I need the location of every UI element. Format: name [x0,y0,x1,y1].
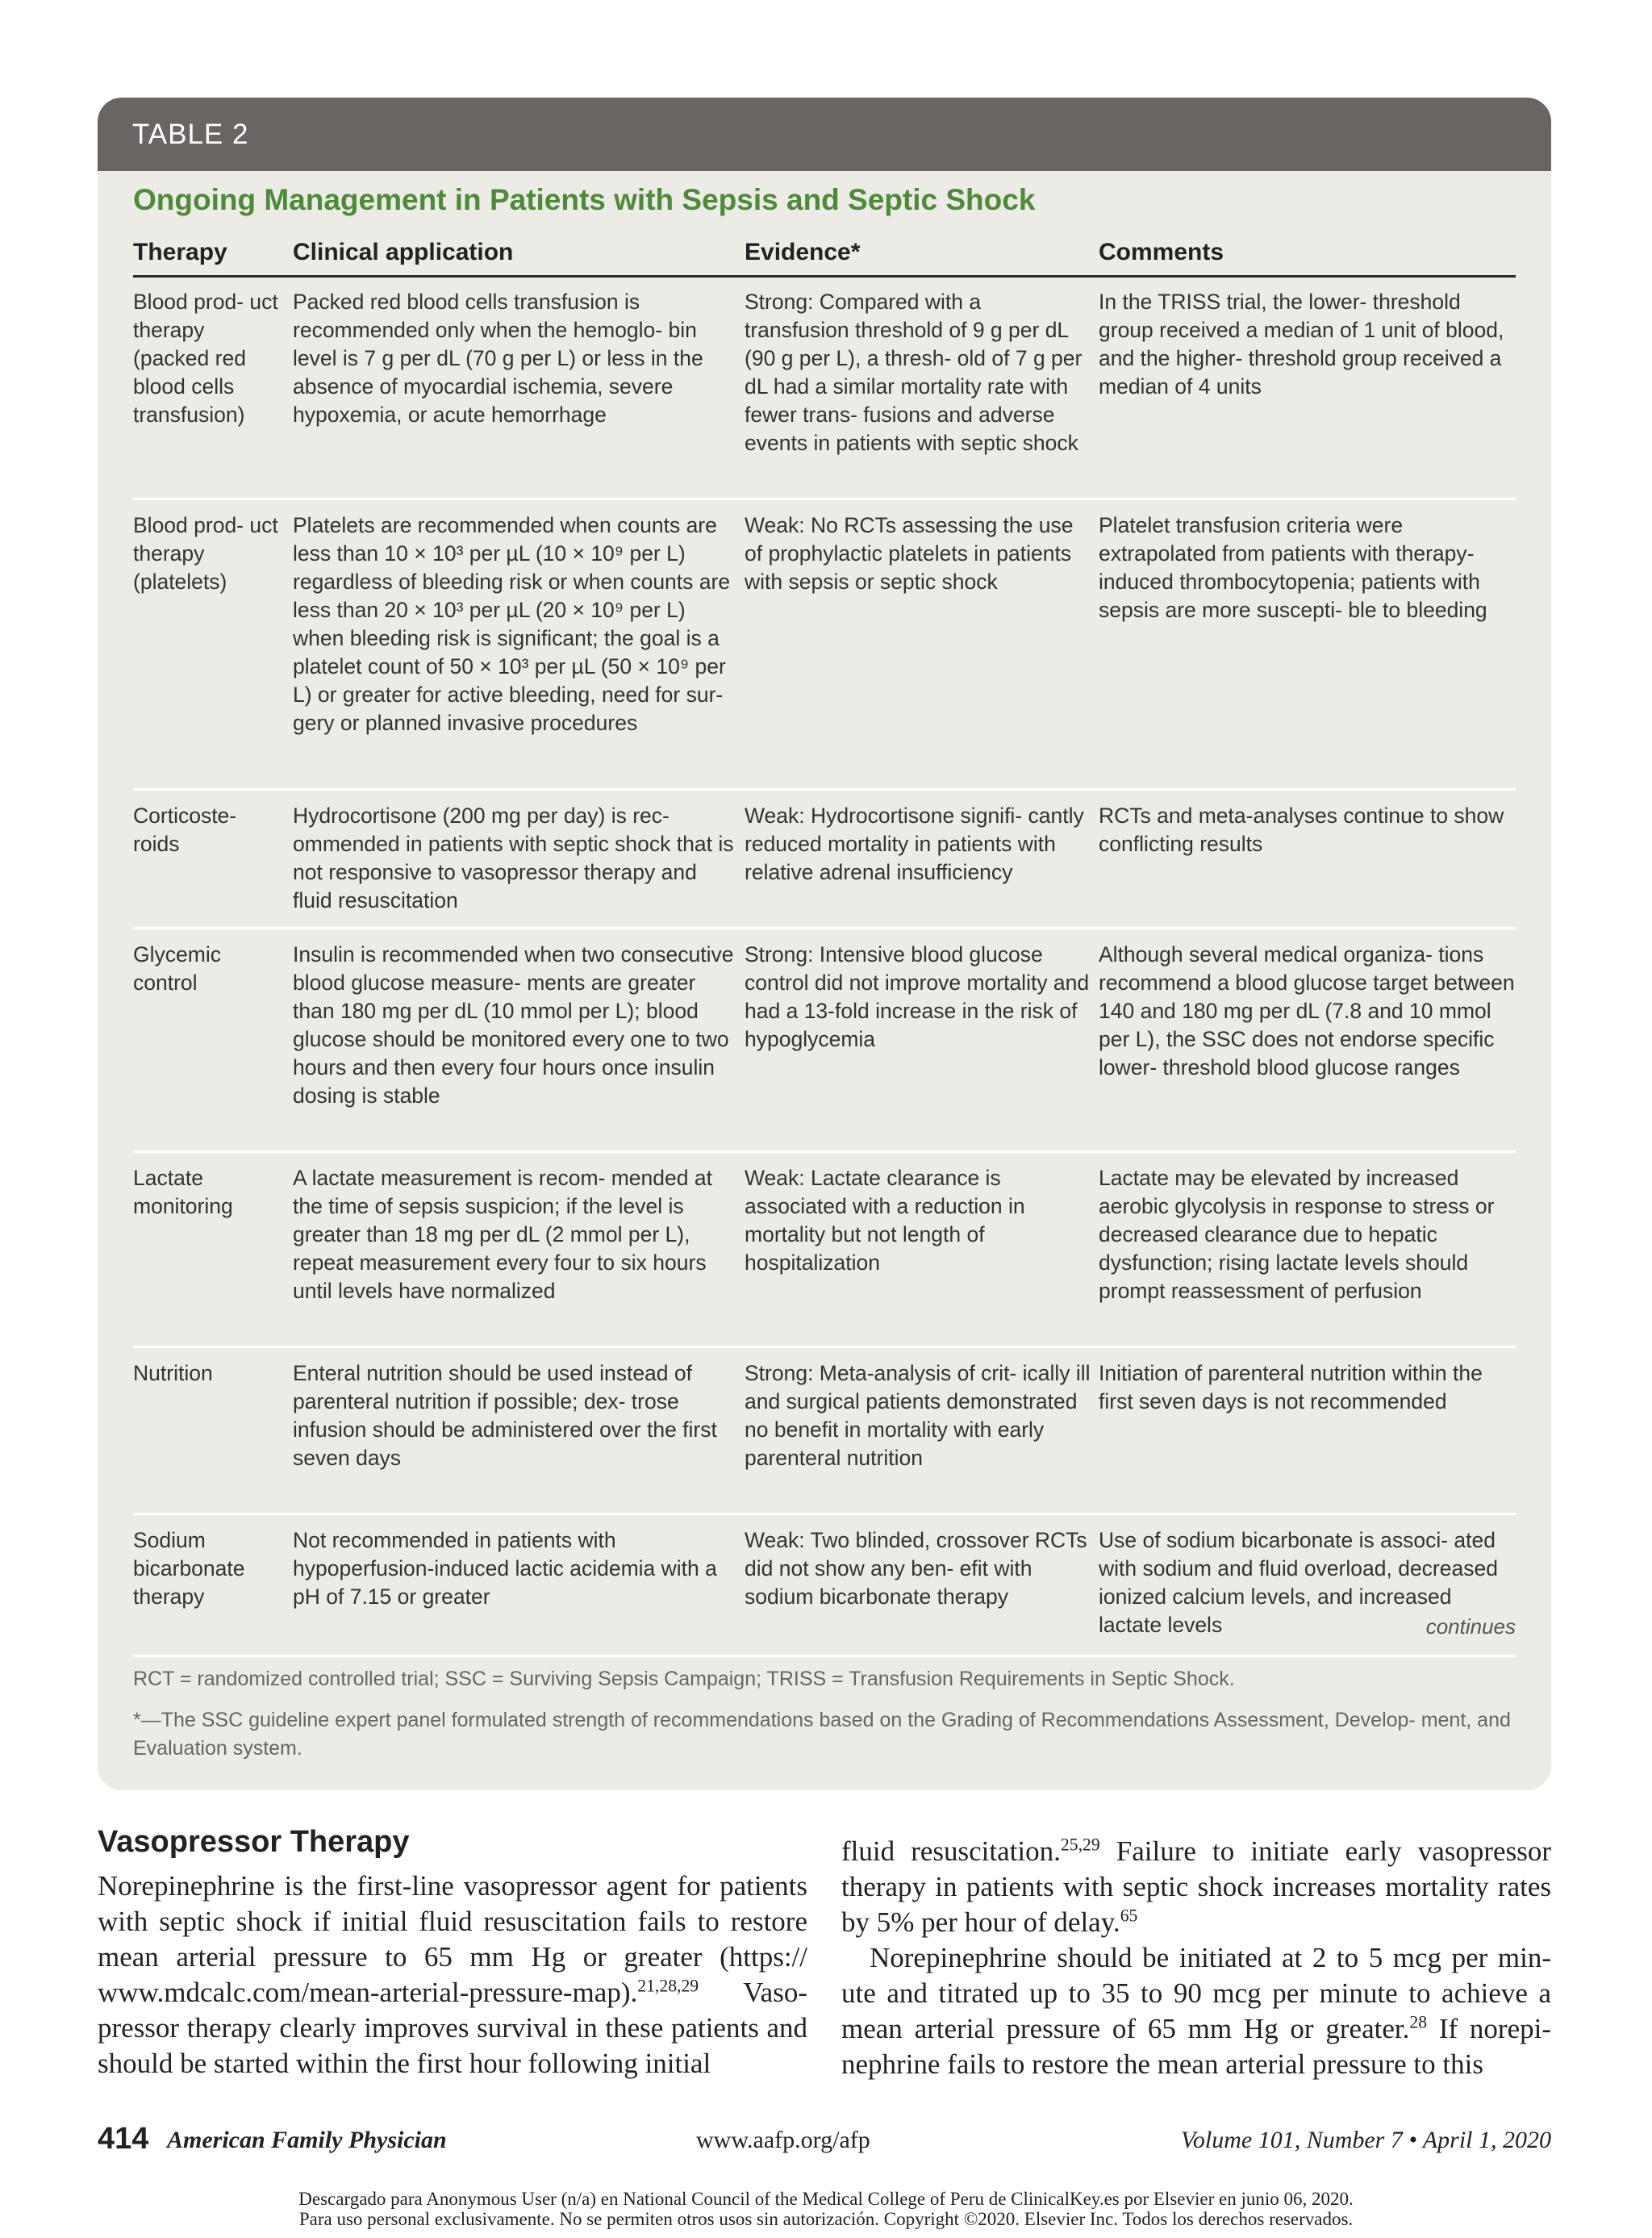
col-header-therapy: Therapy [133,239,227,265]
text-run: Vaso- pressor therapy clearly improves survival in these patients and should be started within the first hour following initial [98,1977,807,2079]
page-number: 414 [98,2122,149,2156]
cell-comments: Use of sodium bicarbonate is associ- ated with sodium and fluid overload, decreased ionized calcium levels, and increased lactate levels [1099,1528,1498,1637]
cell-therapy: Corticoste- roids [133,804,237,856]
text-run: Norepinephrine should be initiated at 2 to 5 mcg per min- ute and titrated up to 35 to 90 mcg per minute to achieve a mean arterial pressure of 65 mm Hg or greater. [841,1942,1551,2044]
article-left-column [98,1868,807,2081]
cell-comments: In the TRISS trial, the lower- threshold group received a median of 1 unit of blood, and the higher- threshold group received a median of 4 units [1099,290,1504,399]
download-disclaimer [0,2189,1652,2229]
paragraph [841,1940,1551,2082]
table-row [133,1164,1516,1348]
cell-therapy: Nutrition [133,1361,213,1385]
col-header-evidence: Evidence* [745,239,861,265]
cell-comments: Platelet transfusion criteria were extrapolated from patients with therapy-induced thrombocytopenia; patients with sepsis are more suscepti- ble to bleeding [1099,513,1487,622]
cell-comments: RCTs and meta-analyses continue to show conflicting results [1099,804,1504,856]
cell-evidence: Weak: Lactate clearance is associated with a reduction in mortality but not length of hospitalization [745,1166,1025,1275]
cell-therapy: Blood prod- uct therapy (platelets) [133,513,278,594]
table-label: TABLE 2 [98,98,1551,171]
cell-comments: Lactate may be elevated by increased aerobic glycolysis in response to stress or decreased clearance due to hepatic dysfunction; rising lactate levels should prompt reassessment of perfusion [1099,1166,1495,1303]
table-row [133,288,1516,500]
cell-evidence: Weak: Two blinded, crossover RCTs did not show any ben- efit with sodium bicarbonate therapy [745,1528,1087,1609]
article-right-column [841,1834,1551,2082]
text-run: Failure to initiate early vasopressor therapy in patients with septic shock increases mortality rates by 5% per hour of delay. [841,1835,1551,1938]
footnote-abbreviations: RCT = randomized controlled trial; SSC = Surviving Sepsis Campaign; TRISS = Transfusion Requirements in Septic Shock. [133,1668,1235,1690]
journal-url[interactable]: www.aafp.org/afp [696,2127,870,2153]
table-row [133,511,1516,791]
table-body [133,288,1516,1647]
cell-application: Platelets are recommended when counts are less than 10 × 10³ per µL (10 × 10⁹ per L) regardless of bleeding risk or when counts are less than 20 × 10³ per µL (20 × 10⁹ per L) when bleeding risk is significant; the goal is a platelet count of 50 × 10³ per µL (50 × 10⁹ per L) or greater for active bleeding, need for sur- gery or planned invasive procedures [293,513,731,735]
text-run: If norepi- nephrine fails to restore the mean arterial pressure to this [841,2013,1551,2080]
table-header-row [133,235,1516,278]
cell-therapy: Blood prod- uct therapy (packed red blood cells transfusion) [133,290,278,427]
footnote-divider [133,1655,1516,1657]
journal-name: American Family Physician [167,2127,447,2153]
cell-evidence: Strong: Meta-analysis of crit- ically ill and surgical patients demonstrated no benefit in mortality with early parenteral nutrition [745,1361,1091,1470]
citation-ref: 65 [1120,1906,1138,1926]
section-heading: Vasopressor Therapy [98,1825,410,1859]
table-title: Ongoing Management in Patients with Sepsis and Septic Shock [133,183,1036,216]
citation-ref: 25,29 [1060,1835,1100,1855]
cell-comments: Initiation of parenteral nutrition within the first seven days is not recommended [1099,1361,1483,1413]
paragraph [98,1868,807,2081]
text-run: Norepinephrine is the first-line vasopressor agent for patients with septic shock if initial fluid resuscitation fails to restore mean arterial pressure to 65 mm Hg or greater (https:// www.mdcalc.com/mean-arterial-pressure-map). [98,1870,807,2008]
cell-comments: Although several medical organiza- tions recommend a blood glucose target between 140 and 180 mg per dL (7.8 and 10 mmol per L), the SSC does not endorse specific lower- threshold blood glucose ranges [1099,942,1515,1079]
table-row [133,802,1516,929]
col-header-comments: Comments [1099,239,1224,265]
table-box [98,98,1551,1790]
cell-therapy: Sodium bicarbonate therapy [133,1528,245,1609]
table-row [133,1359,1516,1515]
continues-label: continues [1425,1614,1516,1639]
cell-evidence: Strong: Intensive blood glucose control did not improve mortality and had a 13-fold increase in the risk of hypoglycemia [745,942,1090,1051]
volume-info: Volume 101, Number 7 • April 1, 2020 [1180,2127,1551,2153]
cell-evidence: Weak: Hydrocortisone signifi- cantly reduced mortality in patients with relative adrenal insufficiency [745,804,1084,884]
citation-ref: 21,28,29 [637,1976,699,1996]
table-row [133,1526,1516,1647]
cell-evidence: Weak: No RCTs assessing the use of prophylactic platelets in patients with sepsis or septic shock [745,513,1074,594]
cell-application: Insulin is recommended when two consecutive blood glucose measure- ments are greater than 180 mg per dL (10 mmol per L); blood glucose should be monitored every one to two hours and then every four hours once insulin dosing is stable [293,942,734,1108]
disclaimer-line: Descargado para Anonymous User (n/a) en National Council of the Medical College of Peru de ClinicalKey.es por Elsevier en junio 06, 2020. [298,2189,1354,2209]
table-row [133,941,1516,1153]
cell-application: Enteral nutrition should be used instead of parenteral nutrition if possible; dex- trose infusion should be administered over the first seven days [293,1361,717,1470]
disclaimer-line: Para uso personal exclusivamente. No se permiten otros usos sin autorización. Copyright ©2020. Elsevier Inc. Todos los derechos reservados. [298,2209,1354,2229]
col-header-application: Clinical application [293,239,514,265]
page-footer [98,2122,1551,2161]
cell-evidence: Strong: Compared with a transfusion threshold of 9 g per dL (90 g per L), a thresh- old of 7 g per dL had a similar mortality rate with fewer trans- fusions and adverse events in patients with septic shock [745,290,1083,455]
cell-therapy: Lactate monitoring [133,1166,233,1218]
paragraph [841,1834,1551,1940]
text-run: fluid resuscitation. [841,1835,1061,1867]
cell-application: A lactate measurement is recom- mended at the time of sepsis suspicion; if the level is greater than 18 mg per dL (2 mmol per L), repeat measurement every four to six hours until levels have normalized [293,1166,712,1303]
cell-application: Not recommended in patients with hypoperfusion-induced lactic acidemia with a pH of 7.15 or greater [293,1528,717,1609]
cell-therapy: Glycemic control [133,942,221,995]
cell-application: Packed red blood cells transfusion is recommended only when the hemoglo- bin level is 7 g per dL (70 g per L) or less in the absence of myocardial ischemia, severe hypoxemia, or acute hemorrhage [293,290,703,427]
cell-application: Hydrocortisone (200 mg per day) is rec- ommended in patients with septic shock that is not responsive to vasopressor therapy and fluid resuscitation [293,804,734,912]
citation-ref: 28 [1409,2012,1428,2032]
footnote-evidence: *—The SSC guideline expert panel formulated strength of recommendations based on the Grading of Recommendations Assessment, Develop- ment, and Evaluation system. [133,1709,1511,1760]
